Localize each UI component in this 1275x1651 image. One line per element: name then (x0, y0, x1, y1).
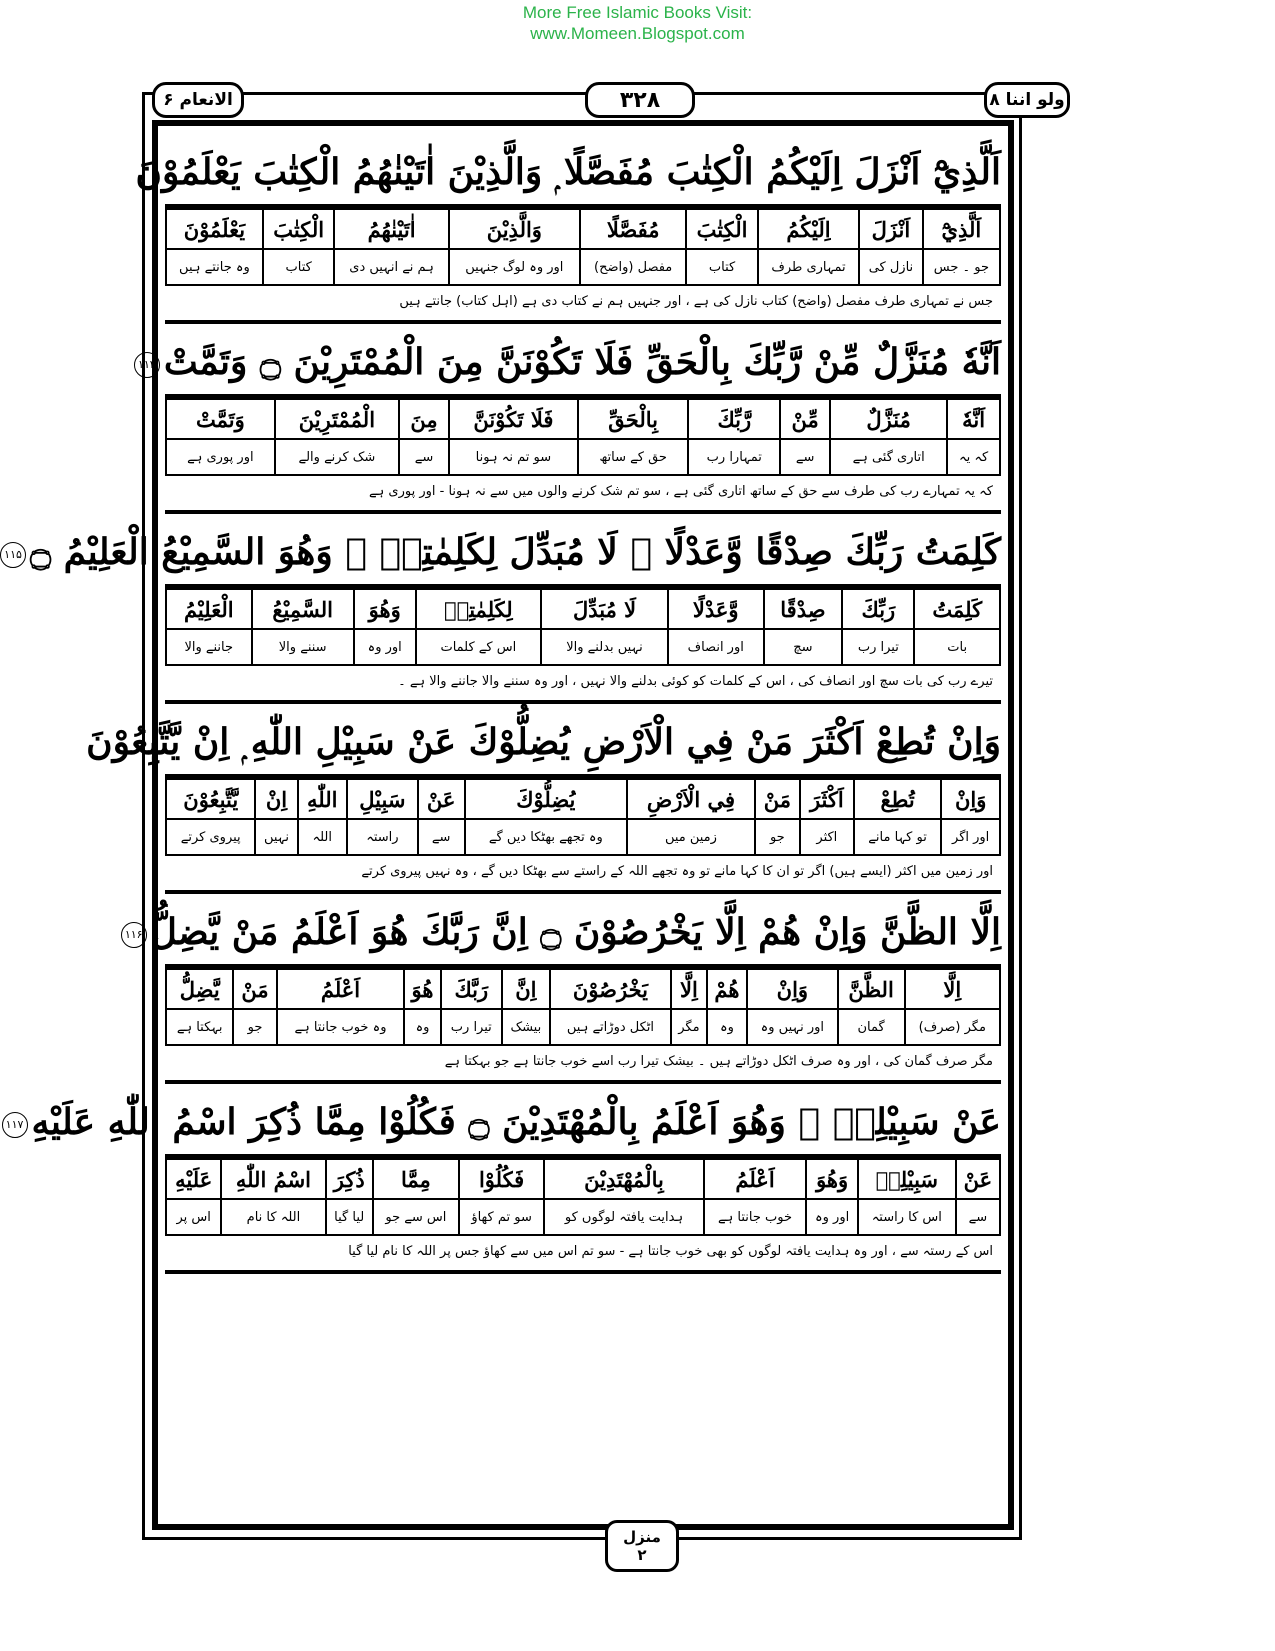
arabic-word-cell: اسْمُ اللّٰهِ (221, 1159, 325, 1199)
arabic-word-cell: وَهُوَ (806, 1159, 858, 1199)
ayah-number-marker: ۱۱۴ (134, 352, 160, 378)
urdu-meaning-cell: خوب جانتا ہے (704, 1199, 807, 1235)
urdu-meaning-cell: تمہاری طرف (758, 249, 859, 285)
urdu-translation: جس نے تمہاری طرف مفصل (واضح) کتاب نازل کی ہے ، اور جنہیں ہم نے کتاب دی ہے (اہل کتاب) جانتے ہیں (165, 286, 1001, 324)
urdu-meanings-row (166, 819, 1000, 855)
arabic-word-cell: لِكَلِمٰتِهٖ (416, 589, 542, 629)
urdu-meaning-cell: راستہ (347, 819, 418, 855)
urdu-meaning-cell: وہ (404, 1009, 440, 1045)
arabic-word-cell: يَّضِلُّ (166, 969, 233, 1009)
ayah-text (86, 710, 1001, 778)
urdu-meanings-row (166, 1009, 1000, 1045)
arabic-word-cell: مُفَصَّلًا (580, 209, 686, 249)
urdu-meaning-cell: پیروی کرتے (166, 819, 255, 855)
arabic-word-cell: اٰتَيْنٰهُمُ (334, 209, 448, 249)
arabic-words-row (166, 209, 1000, 249)
arabic-word-cell: وَاِنْ (747, 969, 837, 1009)
urdu-meaning-cell: جو (233, 1009, 276, 1045)
arabic-word-cell: يُضِلُّوْكَ (465, 779, 628, 819)
ayah-number-marker: ۱۱۶ (121, 922, 147, 948)
urdu-meaning-cell: اٹکل دوڑاتے ہیں (550, 1009, 671, 1045)
urdu-meaning-cell: نہیں (255, 819, 297, 855)
arabic-word-cell: بِالْمُهْتَدِيْنَ (544, 1159, 703, 1199)
urdu-meaning-cell: اس کا راستہ (858, 1199, 956, 1235)
urdu-meaning-cell: سو تم نہ ہونا (449, 439, 578, 475)
urdu-meaning-cell: اس سے جو (373, 1199, 459, 1235)
arabic-word-cell: وَاِنْ (941, 779, 1000, 819)
arabic-word-cell: لَا مُبَدِّلَ (541, 589, 668, 629)
arabic-word-cell: رَبِّكَ (842, 589, 914, 629)
arabic-word-cell: اِلَيْكُمُ (758, 209, 859, 249)
arabic-word-cell: الْعَلِيْمُ (166, 589, 252, 629)
urdu-meaning-cell: وہ (707, 1009, 747, 1045)
urdu-meaning-cell: کتاب (263, 249, 335, 285)
arabic-word-cell: سَبِيْلِ (347, 779, 418, 819)
arabic-word-cell: اِنْ (255, 779, 297, 819)
arabic-word-cell: مُنَزَّلٌ (830, 399, 947, 439)
urdu-meaning-cell: سننے والا (252, 629, 354, 665)
urdu-meaning-cell: اور وہ (806, 1199, 858, 1235)
arabic-word-cell: رَّبِّكَ (688, 399, 780, 439)
urdu-meaning-cell: سے (418, 819, 465, 855)
arabic-word-cell: رَبَّكَ (441, 969, 502, 1009)
arabic-word-cell: عَلَيْهِ (166, 1159, 221, 1199)
page-content (4, 140, 1001, 1280)
manzil-badge (605, 1520, 679, 1572)
ayah-arabic: اَنَّهٗ مُنَزَّلٌ مِّنْ رَّبِّكَ بِالْحَقِّ فَلَا تَكُوْنَنَّ مِنَ الْمُمْتَرِيْنَ ۝ وَتَمَّتْ (163, 341, 1001, 383)
arabic-word-cell: يَعْلَمُوْنَ (166, 209, 263, 249)
urdu-meaning-cell: ہم نے انہیں دی (334, 249, 448, 285)
ayah-section (5, 1090, 1001, 1274)
arabic-word-cell: وَتَمَّتْ (166, 399, 275, 439)
urdu-translation: تیرے رب کی بات سچ اور انصاف کی ، اس کے کلمات کو کوئی بدلنے والا نہیں ، اور وہ سننے والا جاننے والا ہے ۔ (165, 666, 1001, 704)
arabic-word-cell: تُطِعْ (854, 779, 942, 819)
urdu-meaning-cell: اور نہیں وہ (747, 1009, 837, 1045)
urdu-translation: اور زمین میں اکثر (ایسے ہیں) اگر تو ان کا کہا مانے تو وہ تجھے اللہ کے راستے سے بھٹکا دیں گے ، وہ نہیں پیروی کرتے (165, 856, 1001, 894)
ayah-text (135, 140, 1001, 208)
arabic-word-cell: صِدْقًا (764, 589, 843, 629)
urdu-meaning-cell: جو ۔ جس (923, 249, 1000, 285)
arabic-words-row (166, 969, 1000, 1009)
urdu-meaning-cell: ہدایت یافتہ لوگوں کو (544, 1199, 703, 1235)
ayah-arabic: اَلَّذِيْٓ اَنْزَلَ اِلَيْكُمُ الْكِتٰبَ مُفَصَّلًا ۭ وَالَّذِيْنَ اٰتَيْنٰهُمُ الْكِتٰبَ يَعْلَمُوْنَ (135, 151, 1001, 193)
urdu-meaning-cell: نازل کی (859, 249, 923, 285)
urdu-meaning-cell: تو کہا مانے (854, 819, 942, 855)
arabic-word-cell: اَنْزَلَ (859, 209, 923, 249)
ayah-number-marker: ۱۱۵ (0, 542, 26, 568)
manzil-label: منزل (623, 1528, 661, 1546)
surah-name-label: الانعام ۶ (152, 82, 244, 118)
arabic-word-cell: اَلَّذِيْٓ (923, 209, 1000, 249)
ayah-section (4, 520, 1001, 704)
arabic-word-cell: مِمَّا (373, 1159, 459, 1199)
arabic-word-cell: الْمُمْتَرِيْنَ (275, 399, 399, 439)
manzil-number: ۲ (637, 1546, 647, 1564)
arabic-word-cell: الْكِتٰبَ (263, 209, 335, 249)
ayah-text (124, 900, 1001, 968)
arabic-word-cell: يَّتَّبِعُوْنَ (166, 779, 255, 819)
arabic-word-cell: هُمْ (707, 969, 747, 1009)
urdu-meaning-cell: وہ جانتے ہیں (166, 249, 263, 285)
urdu-meaning-cell: بیشک (502, 1009, 550, 1045)
website-banner-line2[interactable]: www.Momeen.Blogspot.com (530, 24, 745, 43)
arabic-word-cell: اِنَّ (502, 969, 550, 1009)
urdu-meanings-row (166, 1199, 1000, 1235)
ayah-text (5, 1090, 1001, 1158)
urdu-translation: اس کے رستہ سے ، اور وہ ہدایت یافتہ لوگوں کو بھی خوب جانتا ہے - سو تم اس میں سے کھاؤ جس پر اللہ کا نام لیا گیا (165, 1236, 1001, 1274)
ayah-section (124, 900, 1001, 1084)
website-banner-line1: More Free Islamic Books Visit: (522, 3, 753, 22)
urdu-meaning-cell: اور وہ (354, 629, 416, 665)
urdu-meaning-cell: مگر (صرف) (905, 1009, 1000, 1045)
arabic-word-cell: عَنْ (956, 1159, 1000, 1199)
arabic-word-cell: السَّمِيْعُ (252, 589, 354, 629)
ayah-arabic: كَلِمَتُ رَبِّكَ صِدْقًا وَّعَدْلًا ۭ لَا مُبَدِّلَ لِكَلِمٰتِهٖ ۚ وَهُوَ السَّمِيْعُ الْعَلِيْمُ ۝ (30, 531, 1001, 573)
arabic-word-cell: مِنَ (399, 399, 449, 439)
urdu-meaning-cell: اس پر (166, 1199, 221, 1235)
urdu-meaning-cell: کہ یہ (947, 439, 1000, 475)
urdu-meaning-cell: سے (780, 439, 830, 475)
ayah-text (4, 520, 1001, 588)
arabic-word-cell: اَعْلَمُ (704, 1159, 807, 1199)
arabic-words-row (166, 779, 1000, 819)
arabic-word-cell: اَكْثَرَ (800, 779, 854, 819)
urdu-meaning-cell: تیرا رب (842, 629, 914, 665)
ayah-section (86, 710, 1001, 894)
ayah-section (137, 330, 1001, 514)
urdu-meaning-cell: جو (755, 819, 800, 855)
urdu-meanings-row (166, 629, 1000, 665)
arabic-word-cell: اِلَّا (905, 969, 1000, 1009)
urdu-meaning-cell: نہیں بدلنے والا (541, 629, 668, 665)
arabic-word-cell: اِلَّا (671, 969, 707, 1009)
urdu-meaning-cell: سے (956, 1199, 1000, 1235)
page-number: ۳۲۸ (585, 82, 695, 118)
arabic-word-cell: الْكِتٰبَ (686, 209, 758, 249)
arabic-word-cell: فَكُلُوْا (459, 1159, 544, 1199)
ayah-arabic: عَنْ سَبِيْلِهٖ ۚ وَهُوَ اَعْلَمُ بِالْمُهْتَدِيْنَ ۝ فَكُلُوْا مِمَّا ذُكِرَ اسْمُ اللّٰهِ عَلَيْهِ (31, 1101, 1001, 1143)
urdu-meaning-cell: بہکتا ہے (166, 1009, 233, 1045)
urdu-meaning-cell: اللہ (298, 819, 347, 855)
urdu-meaning-cell: گمان (838, 1009, 905, 1045)
arabic-words-row (166, 399, 1000, 439)
word-by-word-table (165, 778, 1001, 856)
arabic-word-cell: وَّعَدْلًا (668, 589, 764, 629)
arabic-word-cell: فَلَا تَكُوْنَنَّ (449, 399, 578, 439)
urdu-translation: مگر صرف گمان کی ، اور وہ صرف اٹکل دوڑاتے ہیں ۔ بیشک تیرا رب اسے خوب جانتا ہے جو بہکتا ہے (165, 1046, 1001, 1084)
arabic-word-cell: يَخْرُصُوْنَ (550, 969, 671, 1009)
urdu-meaning-cell: اس کے کلمات (416, 629, 542, 665)
urdu-meaning-cell: کتاب (686, 249, 758, 285)
para-name-label: ولو اننا ۸ (984, 82, 1070, 118)
arabic-word-cell: وَهُوَ (354, 589, 416, 629)
word-by-word-table (165, 968, 1001, 1046)
urdu-meaning-cell: تیرا رب (441, 1009, 502, 1045)
arabic-word-cell: الظَّنَّ (838, 969, 905, 1009)
arabic-word-cell: اَعْلَمُ (277, 969, 405, 1009)
urdu-meaning-cell: حق کے ساتھ (578, 439, 688, 475)
arabic-word-cell: هُوَ (404, 969, 440, 1009)
arabic-word-cell: مَنْ (755, 779, 800, 819)
urdu-meaning-cell: مفصل (واضح) (580, 249, 686, 285)
urdu-meaning-cell: لیا گیا (326, 1199, 373, 1235)
arabic-word-cell: بِالْحَقِّ (578, 399, 688, 439)
ayah-number-marker: ۱۱۷ (2, 1112, 28, 1138)
urdu-meaning-cell: اور انصاف (668, 629, 764, 665)
arabic-words-row (166, 589, 1000, 629)
urdu-meaning-cell: زمین میں (627, 819, 755, 855)
urdu-meaning-cell: وہ خوب جانتا ہے (277, 1009, 405, 1045)
word-by-word-table (165, 398, 1001, 476)
arabic-word-cell: مَنْ (233, 969, 276, 1009)
urdu-meaning-cell: اتاری گئی ہے (830, 439, 947, 475)
arabic-word-cell: اَنَّهٗ (947, 399, 1000, 439)
urdu-meaning-cell: اور پوری ہے (166, 439, 275, 475)
word-by-word-table (165, 588, 1001, 666)
arabic-word-cell: كَلِمَتُ (914, 589, 1000, 629)
arabic-word-cell: عَنْ (418, 779, 465, 819)
urdu-meanings-row (166, 249, 1000, 285)
arabic-word-cell: فِي الْاَرْضِ (627, 779, 755, 819)
urdu-meaning-cell: اور اگر (941, 819, 1000, 855)
ayah-arabic: وَاِنْ تُطِعْ اَكْثَرَ مَنْ فِي الْاَرْضِ يُضِلُّوْكَ عَنْ سَبِيْلِ اللّٰهِ ۭ اِنْ يَّتَّبِعُوْنَ (86, 721, 1001, 763)
arabic-word-cell: اللّٰهِ (298, 779, 347, 819)
urdu-meaning-cell: سو تم کھاؤ (459, 1199, 544, 1235)
urdu-meaning-cell: وہ تجھے بھٹکا دیں گے (465, 819, 628, 855)
arabic-word-cell: ذُكِرَ (326, 1159, 373, 1199)
arabic-word-cell: سَبِيْلِهٖ (858, 1159, 956, 1199)
urdu-meaning-cell: اور وہ لوگ جنہیں (449, 249, 580, 285)
arabic-word-cell: مِّنْ (780, 399, 830, 439)
arabic-word-cell: وَالَّذِيْنَ (449, 209, 580, 249)
urdu-meaning-cell: سچ (764, 629, 843, 665)
urdu-meaning-cell: سے (399, 439, 449, 475)
urdu-meanings-row (166, 439, 1000, 475)
urdu-meaning-cell: مگر (671, 1009, 707, 1045)
urdu-translation: کہ یہ تمہارے رب کی طرف سے حق کے ساتھ اتاری گئی ہے ، سو تم شک کرنے والوں میں سے نہ ہونا - اور پوری ہے (165, 476, 1001, 514)
urdu-meaning-cell: تمہارا رب (688, 439, 780, 475)
word-by-word-table (165, 1158, 1001, 1236)
ayah-text (137, 330, 1001, 398)
urdu-meaning-cell: اللہ کا نام (221, 1199, 325, 1235)
word-by-word-table (165, 208, 1001, 286)
urdu-meaning-cell: اکثر (800, 819, 854, 855)
urdu-meaning-cell: جاننے والا (166, 629, 252, 665)
urdu-meaning-cell: شک کرنے والے (275, 439, 399, 475)
ayah-section (135, 140, 1001, 324)
urdu-meaning-cell: بات (914, 629, 1000, 665)
ayah-arabic: اِلَّا الظَّنَّ وَاِنْ هُمْ اِلَّا يَخْرُصُوْنَ ۝ اِنَّ رَبَّكَ هُوَ اَعْلَمُ مَنْ يَّضِلُّ (150, 911, 1001, 953)
arabic-words-row (166, 1159, 1000, 1199)
